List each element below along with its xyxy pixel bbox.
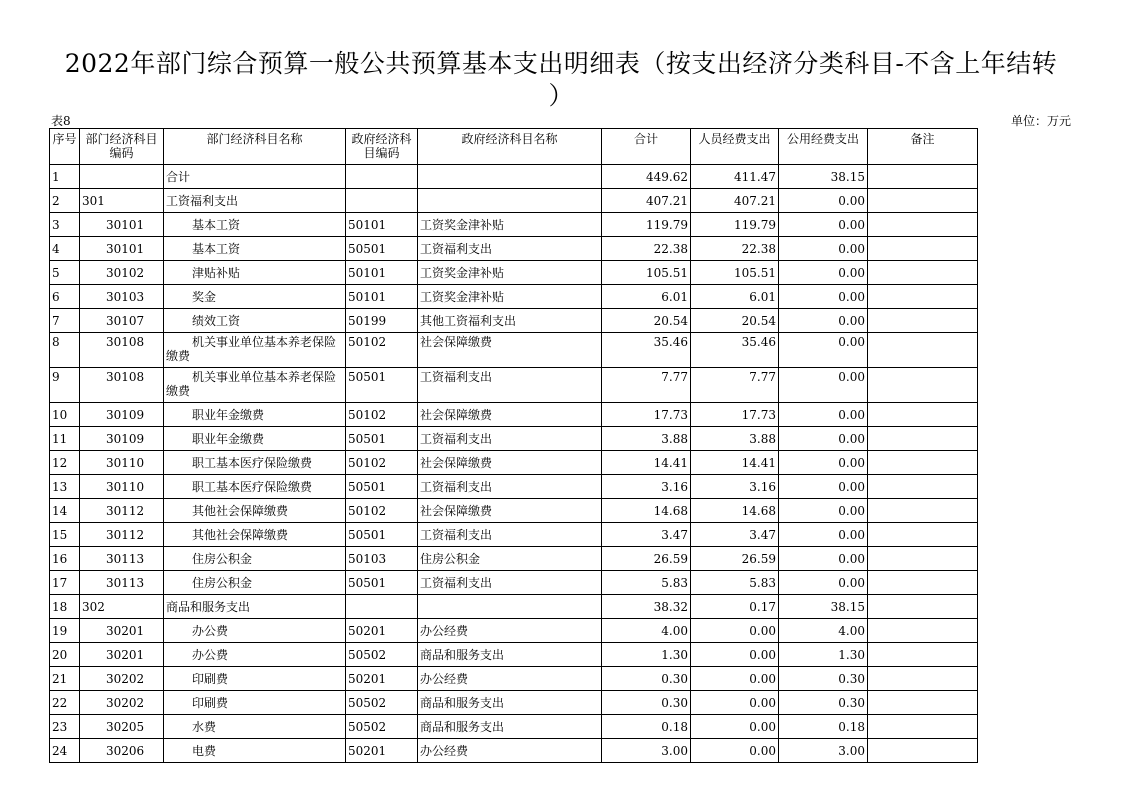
cell-gov-code: 50201 (346, 739, 418, 763)
cell-note (868, 739, 978, 763)
cell-public: 0.00 (779, 237, 868, 261)
cell-personnel: 14.41 (691, 451, 779, 475)
cell-note (868, 451, 978, 475)
cell-dept-name: 办公费 (164, 643, 346, 667)
page-title: 2022年部门综合预算一般公共预算基本支出明细表（按支出经济分类科目-不含上年结转 (64, 49, 1058, 78)
cell-total: 3.47 (602, 523, 691, 547)
cell-personnel: 20.54 (691, 309, 779, 333)
cell-gov-name: 社会保障缴费 (418, 333, 602, 368)
table-row (50, 213, 978, 237)
cell-personnel: 0.17 (691, 595, 779, 619)
cell-personnel: 407.21 (691, 189, 779, 213)
header-dept-code: 部门经济科目编码 (80, 129, 164, 165)
table-number: 表8 (51, 114, 71, 128)
cell-gov-code (346, 189, 418, 213)
cell-dept-name: 基本工资 (164, 237, 346, 261)
cell-seq: 16 (50, 547, 80, 571)
cell-public: 1.30 (779, 643, 868, 667)
cell-dept-code: 30108 (80, 333, 164, 368)
cell-gov-code: 50101 (346, 261, 418, 285)
cell-personnel: 105.51 (691, 261, 779, 285)
table-row (50, 165, 978, 189)
table-row (50, 715, 978, 739)
cell-total: 3.88 (602, 427, 691, 451)
cell-gov-name: 工资奖金津补贴 (418, 213, 602, 237)
cell-note (868, 189, 978, 213)
table-row (50, 523, 978, 547)
cell-gov-name: 工资奖金津补贴 (418, 261, 602, 285)
cell-personnel: 17.73 (691, 403, 779, 427)
cell-dept-code: 30110 (80, 451, 164, 475)
cell-note (868, 333, 978, 368)
cell-note (868, 547, 978, 571)
cell-public: 0.00 (779, 261, 868, 285)
cell-dept-code: 30206 (80, 739, 164, 763)
cell-personnel: 411.47 (691, 165, 779, 189)
cell-gov-name: 其他工资福利支出 (418, 309, 602, 333)
cell-gov-name (418, 595, 602, 619)
cell-public: 0.00 (779, 499, 868, 523)
cell-dept-name: 绩效工资 (164, 309, 346, 333)
cell-gov-name: 工资福利支出 (418, 427, 602, 451)
cell-gov-name: 办公经费 (418, 739, 602, 763)
unit-label: 单位：万元 (1010, 114, 1071, 128)
table-row (50, 261, 978, 285)
cell-gov-name: 商品和服务支出 (418, 691, 602, 715)
page-title-continuation: ） (548, 81, 574, 110)
cell-personnel: 0.00 (691, 691, 779, 715)
cell-total: 1.30 (602, 643, 691, 667)
table-row (50, 475, 978, 499)
cell-personnel: 3.47 (691, 523, 779, 547)
cell-dept-name: 职业年金缴费 (164, 427, 346, 451)
cell-total: 14.41 (602, 451, 691, 475)
cell-public: 3.00 (779, 739, 868, 763)
cell-total: 0.30 (602, 691, 691, 715)
cell-public: 0.30 (779, 667, 868, 691)
cell-personnel: 6.01 (691, 285, 779, 309)
cell-gov-name: 住房公积金 (418, 547, 602, 571)
cell-gov-name: 工资福利支出 (418, 571, 602, 595)
cell-dept-code: 30113 (80, 571, 164, 595)
cell-personnel: 0.00 (691, 643, 779, 667)
header-note: 备注 (868, 129, 978, 165)
cell-note (868, 309, 978, 333)
cell-dept-code: 30112 (80, 499, 164, 523)
cell-gov-name: 社会保障缴费 (418, 451, 602, 475)
cell-dept-code: 30201 (80, 643, 164, 667)
cell-gov-name: 社会保障缴费 (418, 499, 602, 523)
cell-dept-code: 30112 (80, 523, 164, 547)
cell-dept-name: 职工基本医疗保险缴费 (164, 475, 346, 499)
cell-seq: 19 (50, 619, 80, 643)
cell-seq: 17 (50, 571, 80, 595)
table-row (50, 547, 978, 571)
cell-gov-code: 50201 (346, 619, 418, 643)
cell-gov-code: 50102 (346, 333, 418, 368)
cell-note (868, 667, 978, 691)
header-gov-name: 政府经济科目名称 (418, 129, 602, 165)
cell-dept-code: 30102 (80, 261, 164, 285)
cell-public: 0.00 (779, 285, 868, 309)
cell-note (868, 368, 978, 403)
cell-dept-code: 30201 (80, 619, 164, 643)
cell-personnel: 119.79 (691, 213, 779, 237)
cell-gov-code: 50502 (346, 643, 418, 667)
cell-personnel: 35.46 (691, 333, 779, 368)
cell-dept-code: 30101 (80, 213, 164, 237)
cell-public: 4.00 (779, 619, 868, 643)
table-row (50, 451, 978, 475)
cell-seq: 1 (50, 165, 80, 189)
cell-gov-name (418, 165, 602, 189)
cell-dept-code: 30202 (80, 691, 164, 715)
cell-gov-code (346, 595, 418, 619)
cell-seq: 18 (50, 595, 80, 619)
cell-total: 0.18 (602, 715, 691, 739)
cell-personnel: 14.68 (691, 499, 779, 523)
cell-gov-code: 50501 (346, 523, 418, 547)
table-row (50, 189, 978, 213)
cell-dept-code: 30109 (80, 403, 164, 427)
cell-gov-name: 商品和服务支出 (418, 715, 602, 739)
budget-table (49, 128, 978, 763)
cell-seq: 8 (50, 333, 80, 368)
cell-gov-code: 50102 (346, 403, 418, 427)
cell-dept-name: 职工基本医疗保险缴费 (164, 451, 346, 475)
cell-dept-code: 30202 (80, 667, 164, 691)
cell-note (868, 285, 978, 309)
cell-seq: 15 (50, 523, 80, 547)
cell-note (868, 165, 978, 189)
cell-total: 14.68 (602, 499, 691, 523)
cell-seq: 20 (50, 643, 80, 667)
cell-dept-name: 商品和服务支出 (164, 595, 346, 619)
cell-gov-code: 50103 (346, 547, 418, 571)
cell-total: 6.01 (602, 285, 691, 309)
cell-seq: 14 (50, 499, 80, 523)
cell-total: 407.21 (602, 189, 691, 213)
header-total: 合计 (602, 129, 691, 165)
cell-gov-name: 办公经费 (418, 667, 602, 691)
cell-public: 0.00 (779, 213, 868, 237)
cell-public: 38.15 (779, 165, 868, 189)
cell-dept-name: 电费 (164, 739, 346, 763)
cell-dept-code: 30103 (80, 285, 164, 309)
table-row (50, 309, 978, 333)
cell-gov-code: 50102 (346, 451, 418, 475)
cell-gov-code: 50502 (346, 691, 418, 715)
table-header-row (50, 129, 978, 165)
header-personnel: 人员经费支出 (691, 129, 779, 165)
cell-personnel: 26.59 (691, 547, 779, 571)
cell-total: 20.54 (602, 309, 691, 333)
cell-public: 0.30 (779, 691, 868, 715)
cell-total: 7.77 (602, 368, 691, 403)
cell-dept-name: 住房公积金 (164, 547, 346, 571)
table-row (50, 499, 978, 523)
cell-public: 38.15 (779, 595, 868, 619)
cell-note (868, 643, 978, 667)
cell-public: 0.00 (779, 368, 868, 403)
cell-public: 0.00 (779, 427, 868, 451)
cell-note (868, 715, 978, 739)
cell-seq: 22 (50, 691, 80, 715)
cell-seq: 12 (50, 451, 80, 475)
cell-note (868, 595, 978, 619)
cell-seq: 6 (50, 285, 80, 309)
cell-dept-code: 30101 (80, 237, 164, 261)
cell-dept-name: 办公费 (164, 619, 346, 643)
cell-gov-code: 50501 (346, 237, 418, 261)
cell-seq: 21 (50, 667, 80, 691)
cell-gov-code: 50101 (346, 213, 418, 237)
header-gov-code: 政府经济科目编码 (346, 129, 418, 165)
cell-personnel: 3.16 (691, 475, 779, 499)
cell-dept-name: 其他社会保障缴费 (164, 499, 346, 523)
table-body (50, 165, 978, 763)
cell-total: 26.59 (602, 547, 691, 571)
cell-public: 0.00 (779, 309, 868, 333)
cell-public: 0.18 (779, 715, 868, 739)
cell-dept-code: 302 (80, 595, 164, 619)
cell-public: 0.00 (779, 547, 868, 571)
table-row (50, 691, 978, 715)
cell-dept-name: 其他社会保障缴费 (164, 523, 346, 547)
cell-personnel: 0.00 (691, 739, 779, 763)
cell-gov-code: 50501 (346, 571, 418, 595)
header-seq: 序号 (50, 129, 80, 165)
cell-note (868, 619, 978, 643)
cell-public: 0.00 (779, 523, 868, 547)
cell-seq: 2 (50, 189, 80, 213)
cell-total: 119.79 (602, 213, 691, 237)
cell-dept-name: 机关事业单位基本养老保险缴费 (164, 333, 346, 368)
cell-seq: 10 (50, 403, 80, 427)
cell-dept-code: 30113 (80, 547, 164, 571)
cell-total: 105.51 (602, 261, 691, 285)
cell-gov-name: 社会保障缴费 (418, 403, 602, 427)
cell-dept-name: 印刷费 (164, 667, 346, 691)
cell-seq: 23 (50, 715, 80, 739)
cell-public: 0.00 (779, 403, 868, 427)
cell-dept-name: 工资福利支出 (164, 189, 346, 213)
table-row (50, 403, 978, 427)
table-row (50, 427, 978, 451)
cell-public: 0.00 (779, 571, 868, 595)
cell-personnel: 0.00 (691, 715, 779, 739)
cell-total: 5.83 (602, 571, 691, 595)
cell-public: 0.00 (779, 189, 868, 213)
cell-dept-name: 基本工资 (164, 213, 346, 237)
table-row (50, 643, 978, 667)
table-row (50, 619, 978, 643)
cell-personnel: 22.38 (691, 237, 779, 261)
cell-gov-name: 工资福利支出 (418, 475, 602, 499)
cell-total: 3.00 (602, 739, 691, 763)
cell-note (868, 475, 978, 499)
table-row (50, 285, 978, 309)
cell-personnel: 5.83 (691, 571, 779, 595)
cell-dept-name: 住房公积金 (164, 571, 346, 595)
cell-dept-name: 奖金 (164, 285, 346, 309)
cell-seq: 11 (50, 427, 80, 451)
cell-dept-code: 30107 (80, 309, 164, 333)
cell-dept-name: 机关事业单位基本养老保险缴费 (164, 368, 346, 403)
cell-dept-code: 30109 (80, 427, 164, 451)
cell-total: 3.16 (602, 475, 691, 499)
header-public: 公用经费支出 (779, 129, 868, 165)
cell-total: 38.32 (602, 595, 691, 619)
cell-gov-code: 50501 (346, 368, 418, 403)
cell-note (868, 523, 978, 547)
table-row (50, 333, 978, 368)
cell-gov-name (418, 189, 602, 213)
cell-total: 449.62 (602, 165, 691, 189)
cell-seq: 3 (50, 213, 80, 237)
cell-note (868, 691, 978, 715)
cell-note (868, 213, 978, 237)
cell-gov-code: 50501 (346, 475, 418, 499)
cell-dept-name: 印刷费 (164, 691, 346, 715)
cell-gov-code (346, 165, 418, 189)
cell-seq: 5 (50, 261, 80, 285)
table-row (50, 237, 978, 261)
cell-seq: 13 (50, 475, 80, 499)
cell-note (868, 403, 978, 427)
cell-personnel: 3.88 (691, 427, 779, 451)
cell-note (868, 237, 978, 261)
cell-dept-code (80, 165, 164, 189)
table-row (50, 595, 978, 619)
cell-gov-code: 50199 (346, 309, 418, 333)
cell-seq: 7 (50, 309, 80, 333)
cell-total: 4.00 (602, 619, 691, 643)
cell-seq: 9 (50, 368, 80, 403)
cell-personnel: 0.00 (691, 667, 779, 691)
cell-gov-name: 办公经费 (418, 619, 602, 643)
cell-gov-name: 工资福利支出 (418, 368, 602, 403)
table-row (50, 368, 978, 403)
cell-total: 22.38 (602, 237, 691, 261)
cell-dept-code: 30110 (80, 475, 164, 499)
table-row (50, 571, 978, 595)
cell-dept-name: 合计 (164, 165, 346, 189)
cell-note (868, 261, 978, 285)
cell-public: 0.00 (779, 333, 868, 368)
cell-seq: 4 (50, 237, 80, 261)
cell-note (868, 571, 978, 595)
cell-dept-name: 职业年金缴费 (164, 403, 346, 427)
cell-gov-code: 50101 (346, 285, 418, 309)
cell-total: 17.73 (602, 403, 691, 427)
table-row (50, 739, 978, 763)
cell-gov-code: 50102 (346, 499, 418, 523)
cell-gov-name: 工资奖金津补贴 (418, 285, 602, 309)
cell-dept-name: 水费 (164, 715, 346, 739)
cell-note (868, 499, 978, 523)
cell-gov-code: 50201 (346, 667, 418, 691)
cell-personnel: 7.77 (691, 368, 779, 403)
cell-seq: 24 (50, 739, 80, 763)
cell-gov-code: 50501 (346, 427, 418, 451)
cell-personnel: 0.00 (691, 619, 779, 643)
cell-dept-code: 30205 (80, 715, 164, 739)
cell-total: 35.46 (602, 333, 691, 368)
header-dept-name: 部门经济科目名称 (164, 129, 346, 165)
table-row (50, 667, 978, 691)
cell-dept-code: 30108 (80, 368, 164, 403)
cell-note (868, 427, 978, 451)
cell-gov-code: 50502 (346, 715, 418, 739)
cell-public: 0.00 (779, 475, 868, 499)
cell-gov-name: 商品和服务支出 (418, 643, 602, 667)
cell-public: 0.00 (779, 451, 868, 475)
cell-total: 0.30 (602, 667, 691, 691)
cell-gov-name: 工资福利支出 (418, 237, 602, 261)
cell-dept-code: 301 (80, 189, 164, 213)
cell-dept-name: 津贴补贴 (164, 261, 346, 285)
cell-gov-name: 工资福利支出 (418, 523, 602, 547)
